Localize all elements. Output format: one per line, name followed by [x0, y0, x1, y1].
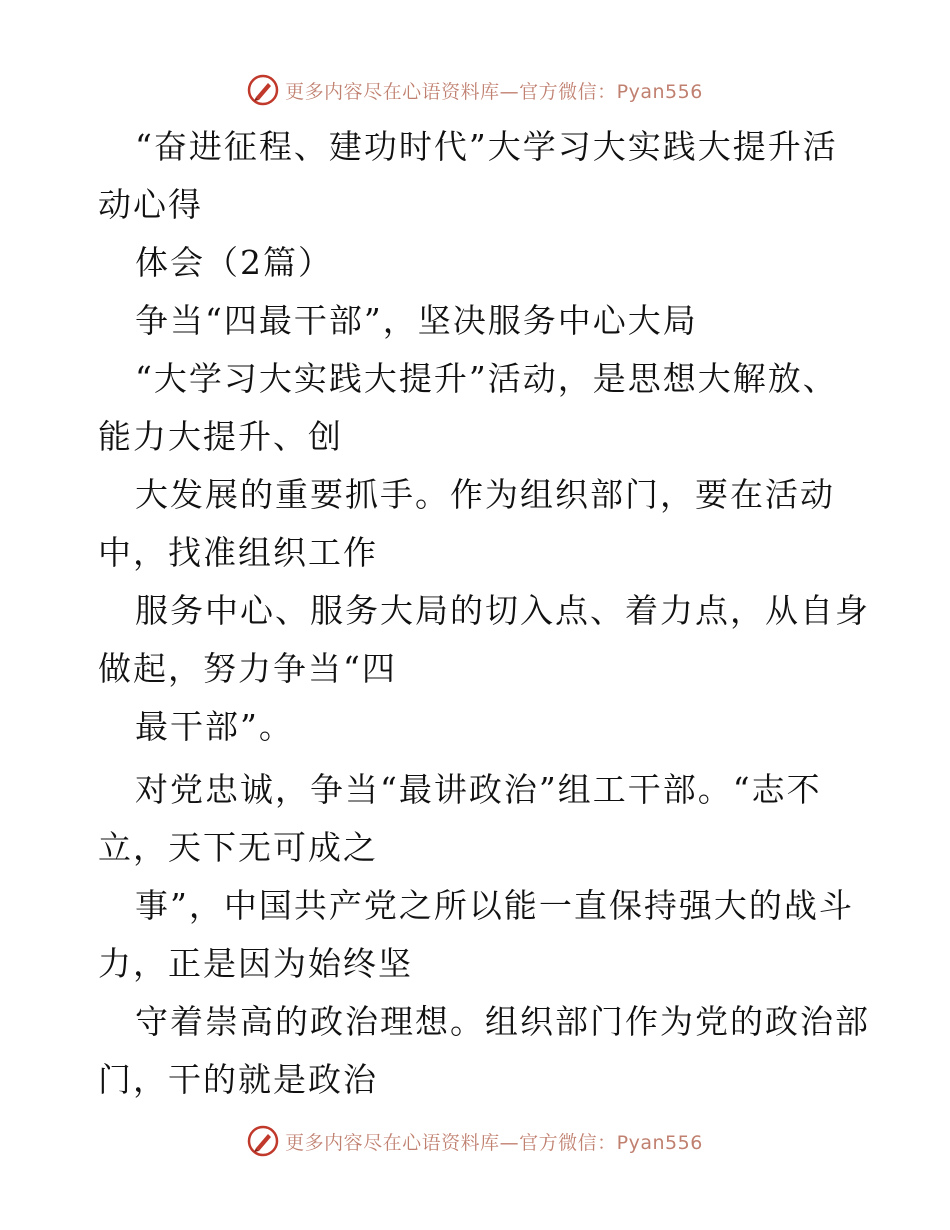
paragraph-line: 立，天下无可成之: [98, 828, 378, 867]
pen-seal-icon: [247, 1125, 279, 1157]
paragraph-line: “大学习大实践大提升”活动，是思想大解放、: [135, 359, 838, 398]
paragraph-line: 中，找准组织工作: [98, 533, 378, 572]
title-line-1: “奋进征程、建功时代”大学习大实践大提升活: [135, 127, 838, 166]
title-line-2: 动心得: [98, 185, 203, 224]
paragraph-line: 守着崇高的政治理想。组织部门作为党的政治部: [135, 1002, 870, 1041]
paragraph-line: 门，干的就是政治: [98, 1060, 378, 1099]
paragraph-line: 能力大提升、创: [98, 417, 343, 456]
paragraph-line: 力，正是因为始终坚: [98, 944, 413, 983]
paragraph-line: 服务中心、服务大局的切入点、着力点，从自身: [135, 591, 870, 630]
footer-banner-text: 更多内容尽在心语资料库—官方微信：Pyan556: [285, 1131, 703, 1154]
paragraph-line: 对党忠诚，争当“最讲政治”组工干部。“志不: [135, 770, 822, 809]
subtitle-line: 体会（2篇）: [135, 243, 333, 282]
footer-banner: [0, 1121, 950, 1161]
paragraph-line: 大发展的重要抓手。作为组织部门，要在活动: [135, 475, 835, 514]
paragraph-line: 最干部”。: [135, 707, 294, 746]
paragraph-line: 做起，努力争当“四: [98, 649, 397, 688]
header-banner-text: 更多内容尽在心语资料库—官方微信：Pyan556: [285, 80, 703, 103]
paragraph-line: 事”，中国共产党之所以能一直保持强大的战斗: [135, 886, 854, 925]
section-heading: 争当“四最干部”，坚决服务中心大局: [135, 301, 698, 340]
